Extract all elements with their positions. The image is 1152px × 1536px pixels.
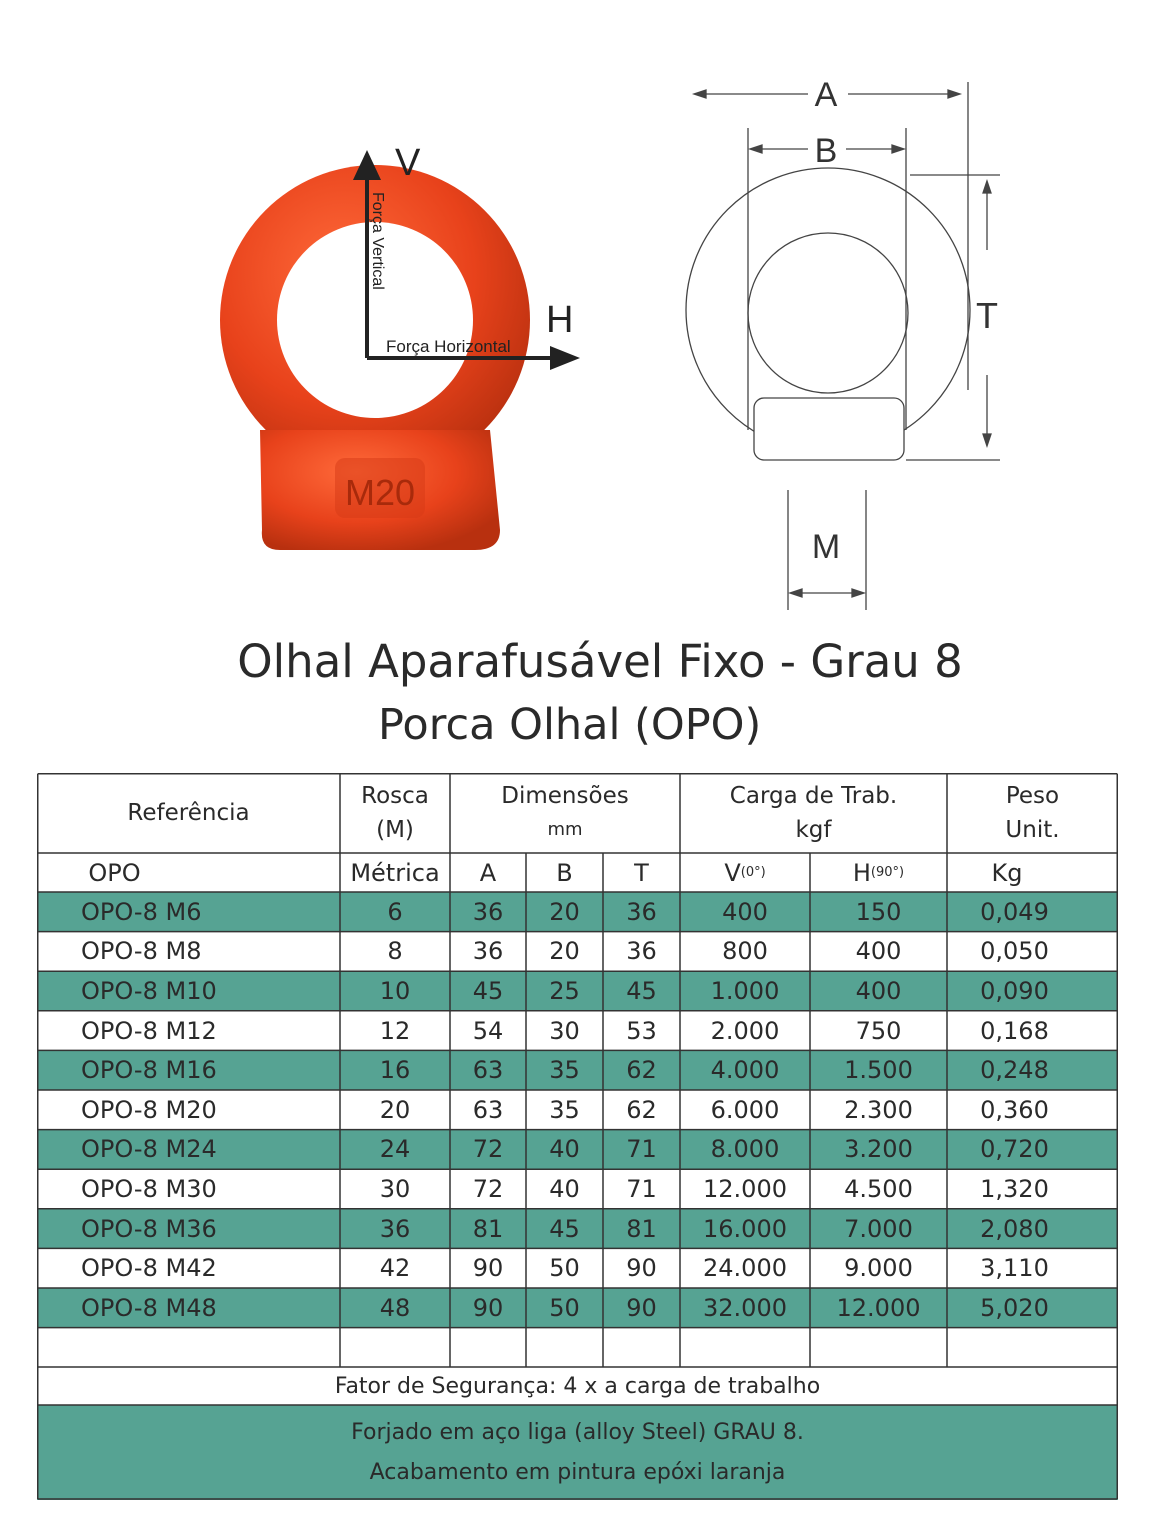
header-peso-text: Peso bbox=[1005, 783, 1060, 809]
cell-h: 4.500 bbox=[844, 1174, 913, 1203]
subheader-a: A bbox=[479, 858, 497, 887]
cell-t: 62 bbox=[626, 1056, 657, 1085]
cell-kg: 0,248 bbox=[980, 1056, 1049, 1085]
material-note: Forjado em aço liga (alloy Steel) GRAU 8. bbox=[351, 1419, 804, 1445]
dimension-drawing bbox=[680, 70, 1020, 620]
cell-v: 800 bbox=[722, 937, 768, 966]
cell-kg: 0,168 bbox=[980, 1016, 1049, 1045]
cell-h: 7.000 bbox=[844, 1214, 913, 1243]
cell-m: 42 bbox=[379, 1254, 411, 1283]
cell-h: 9.000 bbox=[844, 1254, 913, 1283]
cell-b: 30 bbox=[549, 1016, 580, 1045]
eye-nut-photo bbox=[170, 140, 590, 560]
cell-v: 2.000 bbox=[710, 1016, 780, 1045]
cell-ref: OPO-8 M16 bbox=[81, 1056, 217, 1085]
horizontal-force-label: Força Horizontal bbox=[386, 337, 511, 356]
cell-t: 45 bbox=[626, 976, 657, 1005]
cell-h: 2.300 bbox=[844, 1095, 913, 1124]
cell-ref: OPO-8 M12 bbox=[81, 1016, 217, 1045]
cell-kg: 0,050 bbox=[980, 937, 1049, 966]
cell-ref: OPO-8 M42 bbox=[81, 1254, 217, 1283]
cell-h: 400 bbox=[855, 937, 902, 966]
cell-m: 6 bbox=[387, 897, 403, 926]
cell-h: 3.200 bbox=[844, 1135, 913, 1164]
spec-table bbox=[37, 773, 1118, 1500]
cell-ref: OPO-8 M30 bbox=[81, 1174, 217, 1203]
cell-kg: 0,049 bbox=[980, 897, 1049, 926]
cell-a: 63 bbox=[472, 1056, 504, 1085]
cell-kg: 0,360 bbox=[980, 1095, 1049, 1124]
cell-v: 32.000 bbox=[703, 1293, 787, 1322]
cell-v: 1.000 bbox=[710, 976, 780, 1005]
safety-factor: Fator de Segurança: 4 x a carga de trabalho bbox=[334, 1373, 821, 1399]
cell-ref: OPO-8 M6 bbox=[81, 897, 202, 926]
cell-t: 81 bbox=[626, 1214, 657, 1243]
header-carga-unit: kgf bbox=[795, 817, 832, 843]
cell-b: 35 bbox=[549, 1056, 580, 1085]
cell-ref: OPO-8 M24 bbox=[81, 1135, 217, 1164]
axis-h-label: H bbox=[546, 299, 574, 341]
subheader-kg: Kg bbox=[991, 858, 1023, 887]
cell-a: 63 bbox=[472, 1095, 504, 1124]
dimension-arrows bbox=[694, 90, 991, 597]
subheader-h-text: H bbox=[852, 858, 871, 887]
cell-b: 50 bbox=[549, 1254, 580, 1283]
vertical-force-label: Força Vertical bbox=[369, 192, 386, 290]
cell-t: 62 bbox=[626, 1095, 657, 1124]
cell-h: 12.000 bbox=[836, 1293, 921, 1322]
cell-h: 150 bbox=[855, 897, 902, 926]
cell-kg: 0,720 bbox=[980, 1135, 1049, 1164]
table-grid bbox=[37, 773, 1118, 1500]
subheader-h-angle: (90°) bbox=[870, 865, 905, 880]
cell-kg: 0,090 bbox=[980, 976, 1049, 1005]
subheader-metrica: Métrica bbox=[350, 858, 440, 887]
cell-t: 36 bbox=[626, 937, 657, 966]
cell-v: 16.000 bbox=[703, 1214, 787, 1243]
cell-b: 20 bbox=[549, 897, 580, 926]
subheader-v-angle: (0°) bbox=[740, 865, 766, 880]
header-peso-unit: Unit. bbox=[1005, 817, 1060, 843]
cell-ref: OPO-8 M36 bbox=[81, 1214, 217, 1243]
header-dimensoes-text: Dimensões bbox=[501, 783, 629, 809]
cell-b: 35 bbox=[549, 1095, 580, 1124]
cell-a: 90 bbox=[472, 1254, 504, 1283]
cell-b: 20 bbox=[549, 937, 580, 966]
dim-a-label: A bbox=[814, 76, 838, 114]
cell-b: 45 bbox=[549, 1214, 580, 1243]
cell-m: 48 bbox=[379, 1293, 411, 1322]
cell-m: 8 bbox=[387, 937, 403, 966]
header-rosca-unit: (M) bbox=[376, 817, 414, 843]
page-title: Olhal Aparafusável Fixo - Grau 8 bbox=[237, 635, 963, 688]
cell-a: 45 bbox=[472, 976, 504, 1005]
subheader-b: B bbox=[556, 858, 573, 887]
dim-b-label: B bbox=[814, 132, 838, 170]
cell-m: 30 bbox=[379, 1174, 411, 1203]
cell-b: 40 bbox=[549, 1135, 580, 1164]
cell-kg: 1,320 bbox=[980, 1174, 1049, 1203]
cell-b: 50 bbox=[549, 1293, 580, 1322]
cell-m: 36 bbox=[379, 1214, 411, 1243]
cell-t: 36 bbox=[626, 897, 657, 926]
cell-v: 12.000 bbox=[703, 1174, 787, 1203]
cell-t: 71 bbox=[626, 1174, 657, 1203]
cell-a: 81 bbox=[472, 1214, 504, 1243]
embossed-size: M20 bbox=[344, 472, 416, 513]
header-dimensoes-unit: mm bbox=[547, 819, 583, 840]
axis-v-label: V bbox=[395, 142, 421, 184]
cell-a: 36 bbox=[472, 937, 504, 966]
cell-m: 10 bbox=[379, 976, 411, 1005]
cell-a: 72 bbox=[472, 1174, 504, 1203]
cell-kg: 2,080 bbox=[980, 1214, 1049, 1243]
cell-h: 1.500 bbox=[844, 1056, 913, 1085]
cell-b: 25 bbox=[549, 976, 580, 1005]
cell-t: 90 bbox=[626, 1254, 657, 1283]
header-referencia-text: Referência bbox=[127, 800, 250, 826]
cell-v: 400 bbox=[722, 897, 768, 926]
cell-ref: OPO-8 M20 bbox=[81, 1095, 217, 1124]
cell-a: 36 bbox=[472, 897, 504, 926]
cell-ref: OPO-8 M48 bbox=[81, 1293, 217, 1322]
cell-kg: 5,020 bbox=[980, 1293, 1049, 1322]
cell-t: 71 bbox=[626, 1135, 657, 1164]
cell-kg: 3,110 bbox=[980, 1254, 1049, 1283]
cell-v: 4.000 bbox=[710, 1056, 780, 1085]
header-carga-text: Carga de Trab. bbox=[729, 783, 898, 809]
cell-ref: OPO-8 M8 bbox=[81, 937, 202, 966]
cell-h: 400 bbox=[855, 976, 902, 1005]
page-subtitle: Porca Olhal (OPO) bbox=[378, 700, 762, 750]
cell-t: 53 bbox=[626, 1016, 657, 1045]
cell-v: 6.000 bbox=[710, 1095, 780, 1124]
dim-t-label: T bbox=[976, 295, 998, 336]
subheader-t: T bbox=[634, 858, 649, 887]
header-rosca-text: Rosca bbox=[361, 783, 429, 809]
cell-a: 90 bbox=[472, 1293, 504, 1322]
cell-b: 40 bbox=[549, 1174, 580, 1203]
subheader-ref: OPO bbox=[88, 858, 141, 887]
cell-m: 20 bbox=[379, 1095, 411, 1124]
drawing-outline bbox=[686, 82, 1000, 610]
subheader-v-text: V bbox=[724, 858, 741, 887]
cell-v: 8.000 bbox=[710, 1135, 780, 1164]
cell-ref: OPO-8 M10 bbox=[81, 976, 217, 1005]
cell-m: 12 bbox=[379, 1016, 411, 1045]
cell-a: 54 bbox=[472, 1016, 504, 1045]
cell-h: 750 bbox=[855, 1016, 902, 1045]
cell-m: 24 bbox=[379, 1135, 411, 1164]
finish-note: Acabamento em pintura epóxi laranja bbox=[369, 1459, 786, 1485]
dim-m-label: M bbox=[811, 528, 841, 566]
cell-v: 24.000 bbox=[703, 1254, 787, 1283]
cell-t: 90 bbox=[626, 1293, 657, 1322]
cell-m: 16 bbox=[379, 1056, 411, 1085]
cell-a: 72 bbox=[472, 1135, 504, 1164]
